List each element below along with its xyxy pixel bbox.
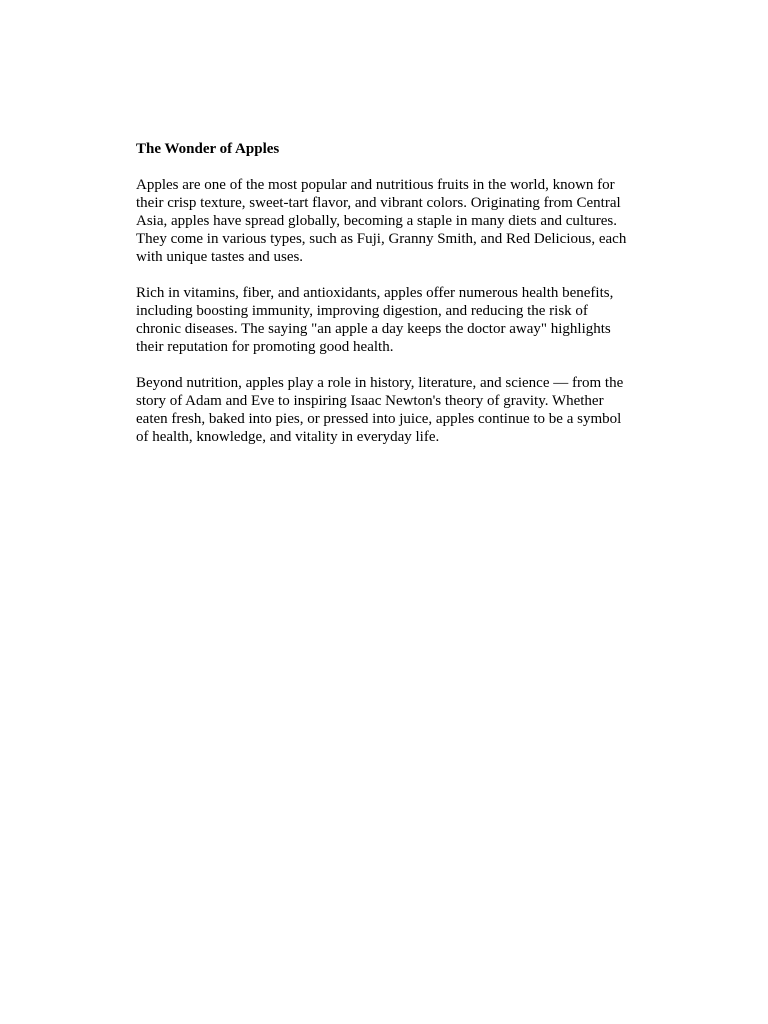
document-body (136, 140, 636, 464)
paragraph-intro: Apples are one of the most popular and nutritious fruits in the world, known for their crisp texture, sweet-tart flavor, and vibrant colors. Originating from Central Asia, apples have spread globally, becoming a staple in many diets and cultures. They come in various types, such as Fuji, Granny Smith, and Red Delicious, each with unique tastes and uses. (136, 177, 627, 265)
paragraph-history-culture: Beyond nutrition, apples play a role in history, literature, and science — from the story of Adam and Eve to inspiring Isaac Newton's theory of gravity. Whether eaten fresh, baked into pies, or pressed into juice, apples continue to be a symbol of health, knowledge, and vitality in everyday life. (136, 375, 624, 445)
paragraph-health-benefits: Rich in vitamins, fiber, and antioxidants, apples offer numerous health benefits, including boosting immunity, improving digestion, and reducing the risk of chronic diseases. The saying "an apple a day keeps the doctor away" highlights their reputation for promoting good health. (136, 285, 614, 355)
document-title: The Wonder of Apples (136, 141, 280, 157)
